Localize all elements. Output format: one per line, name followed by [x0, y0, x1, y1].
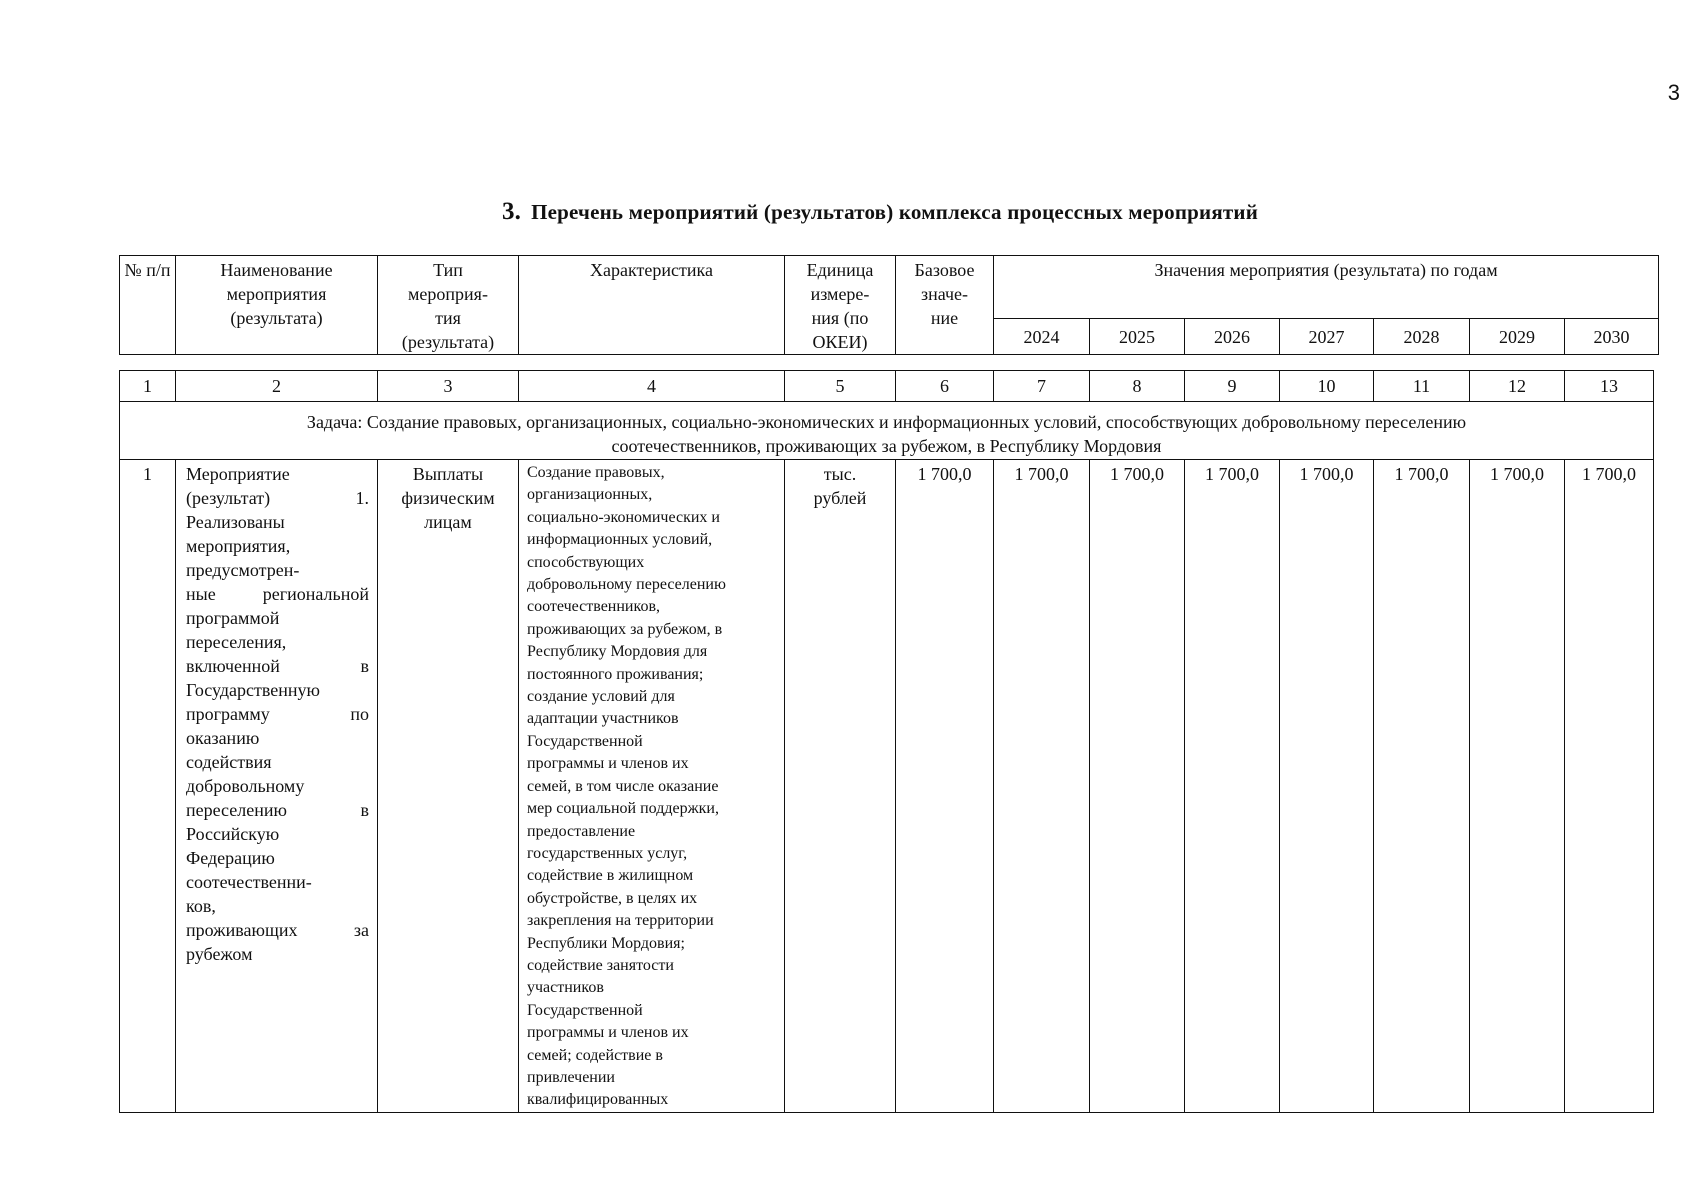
row-char-line: привлечении [527, 1068, 615, 1086]
section-title-text: Перечень мероприятий (результатов) комплекса процессных мероприятий [531, 200, 1259, 224]
header-col-unit-line: измере- [810, 284, 870, 304]
row-name-line: переселению в [186, 800, 369, 820]
column-number: 6 [896, 371, 994, 402]
row-name-line: мероприятия, [186, 536, 291, 556]
header-col-name [176, 256, 378, 355]
row-name-line: (результат) 1. [186, 488, 369, 508]
row-char-line: семей; содействие в [527, 1046, 663, 1064]
row-type-line: физическим [401, 488, 495, 508]
section-number: 3. [501, 198, 522, 225]
row-char-line: соотечественников, [527, 598, 660, 616]
header-year: 2028 [1374, 319, 1470, 355]
header-year: 2024 [994, 319, 1090, 355]
row-year-value: 1 700,0 [994, 460, 1090, 1113]
row-char-line: информационных условий, [527, 531, 713, 549]
column-number: 8 [1090, 371, 1185, 402]
row-number: 1 [120, 460, 176, 1113]
row-name-line: ков, [186, 896, 216, 916]
row-char-line: добровольному переселению [527, 576, 726, 594]
header-col-type [378, 256, 519, 355]
row-name-line: программой [186, 608, 280, 628]
header-col-name-line: (результата) [230, 308, 323, 328]
task-line: соотечественников, проживающих за рубежом, в Республику Мордовия [611, 436, 1162, 456]
row-year-value: 1 700,0 [1090, 460, 1185, 1113]
table-header [119, 255, 1659, 355]
header-col-characteristic: Характеристика [519, 256, 785, 355]
row-name-line: добровольному [186, 776, 305, 796]
column-number: 13 [1565, 371, 1654, 402]
task-row [120, 402, 1654, 460]
header-col-values: Значения мероприятия (результата) по годам [994, 256, 1659, 319]
column-number: 3 [378, 371, 519, 402]
header-col-base-line: Базовое [914, 260, 975, 280]
row-name-line: Федерацию [186, 848, 275, 868]
row-char-line: Республики Мордовия; [527, 934, 685, 952]
row-year-value: 1 700,0 [1185, 460, 1280, 1113]
row-char-line: семей, в том числе оказание [527, 777, 719, 795]
row-year-value: 1 700,0 [1470, 460, 1565, 1113]
header-col-type-line: мероприя- [408, 284, 488, 304]
header-col-base-line: ние [930, 308, 959, 328]
row-char-line: содействие в жилищном [527, 867, 694, 885]
row-char-line: программы и членов их [527, 1024, 689, 1042]
header-col-unit-line: ния (по [811, 308, 869, 328]
row-name-line: рубежом [186, 944, 253, 964]
row-char-line: постоянного проживания; [527, 665, 704, 683]
header-col-unit-line: Единица [806, 260, 874, 280]
header-col-base-line: значе- [920, 284, 969, 304]
header-col-type-line: тия [435, 308, 461, 328]
column-number: 2 [176, 371, 378, 402]
header-col-unit-line: ОКЕИ) [812, 332, 868, 352]
row-name-line: Реализованы [186, 512, 285, 532]
row-type-line: лицам [424, 512, 472, 532]
row-unit-line: тыс. [823, 464, 857, 484]
row-char-line: социально-экономических и [527, 508, 720, 526]
row-name-line: включенной в [186, 656, 369, 676]
row-char-line: мер социальной поддержки, [527, 800, 719, 818]
row-char-line: создание условий для [527, 688, 675, 706]
header-col-base [896, 256, 994, 355]
row-base-value: 1 700,0 [896, 460, 994, 1113]
row-name-line: проживающих за [186, 920, 369, 940]
row-char-line: проживающих за рубежом, в [527, 620, 723, 638]
row-characteristic [519, 460, 785, 1113]
row-char-line: государственных услуг, [527, 844, 688, 862]
row-name [176, 460, 378, 1113]
row-char-line: участников [527, 979, 604, 997]
column-number: 9 [1185, 371, 1280, 402]
row-unit-line: рублей [813, 488, 867, 508]
row-year-value: 1 700,0 [1280, 460, 1374, 1113]
header-year: 2029 [1470, 319, 1565, 355]
column-number-row [120, 371, 1654, 402]
row-char-line: обустройстве, в целях их [527, 889, 698, 907]
row-name-line: программу по [186, 704, 369, 724]
row-char-line: квалифицированных [527, 1091, 669, 1109]
section-title [0, 198, 1698, 226]
table-row [120, 460, 1654, 1113]
row-char-line: содействие занятости [527, 956, 674, 974]
column-number: 5 [785, 371, 896, 402]
row-year-value: 1 700,0 [1374, 460, 1470, 1113]
column-number: 12 [1470, 371, 1565, 402]
row-name-line: оказанию [186, 728, 260, 748]
row-type [378, 460, 519, 1113]
row-char-line: Государственной [527, 1001, 643, 1019]
header-col-name-line: Наименование [220, 260, 333, 280]
row-char-line: адаптации участников [527, 710, 679, 728]
task-line: Задача: Создание правовых, организационных, социально-экономических и информационных условий, способствующих добровольному переселению [306, 412, 1467, 432]
page-number: 3 [1667, 80, 1680, 105]
row-unit [785, 460, 896, 1113]
row-char-line: программы и членов их [527, 755, 689, 773]
row-char-line: Государственной [527, 732, 643, 750]
row-char-line: предоставление [527, 822, 636, 840]
row-name-line: Мероприятие [186, 464, 290, 484]
header-col-type-line: (результата) [401, 332, 495, 352]
row-name-line: ные региональной [186, 584, 369, 604]
row-char-line: организационных, [527, 486, 653, 504]
column-number: 7 [994, 371, 1090, 402]
row-char-line: закрепления на территории [527, 912, 714, 930]
column-number: 10 [1280, 371, 1374, 402]
header-col-name-line: мероприятия [226, 284, 327, 304]
row-name-line: предусмотрен- [186, 560, 300, 580]
row-char-line: Создание правовых, [527, 464, 665, 481]
task-text [120, 402, 1654, 460]
row-type-line: Выплаты [412, 464, 484, 484]
row-name-line: содействия [186, 752, 272, 772]
row-char-line: способствующих [527, 553, 645, 571]
row-name-line: Государственную [186, 680, 320, 700]
row-name-line: соотечественни- [186, 872, 312, 892]
table-body [119, 370, 1654, 1113]
row-name-line: переселения, [186, 632, 287, 652]
header-col-number: № п/п [120, 256, 176, 355]
header-year: 2026 [1185, 319, 1280, 355]
column-number: 1 [120, 371, 176, 402]
header-year: 2025 [1090, 319, 1185, 355]
header-col-type-line: Тип [433, 260, 463, 280]
row-name-line: Российскую [186, 824, 280, 844]
column-number: 11 [1374, 371, 1470, 402]
row-year-value: 1 700,0 [1565, 460, 1654, 1113]
header-col-unit [785, 256, 896, 355]
row-char-line: Республику Мордовия для [527, 643, 708, 661]
column-number: 4 [519, 371, 785, 402]
header-year: 2027 [1280, 319, 1374, 355]
header-year: 2030 [1565, 319, 1659, 355]
